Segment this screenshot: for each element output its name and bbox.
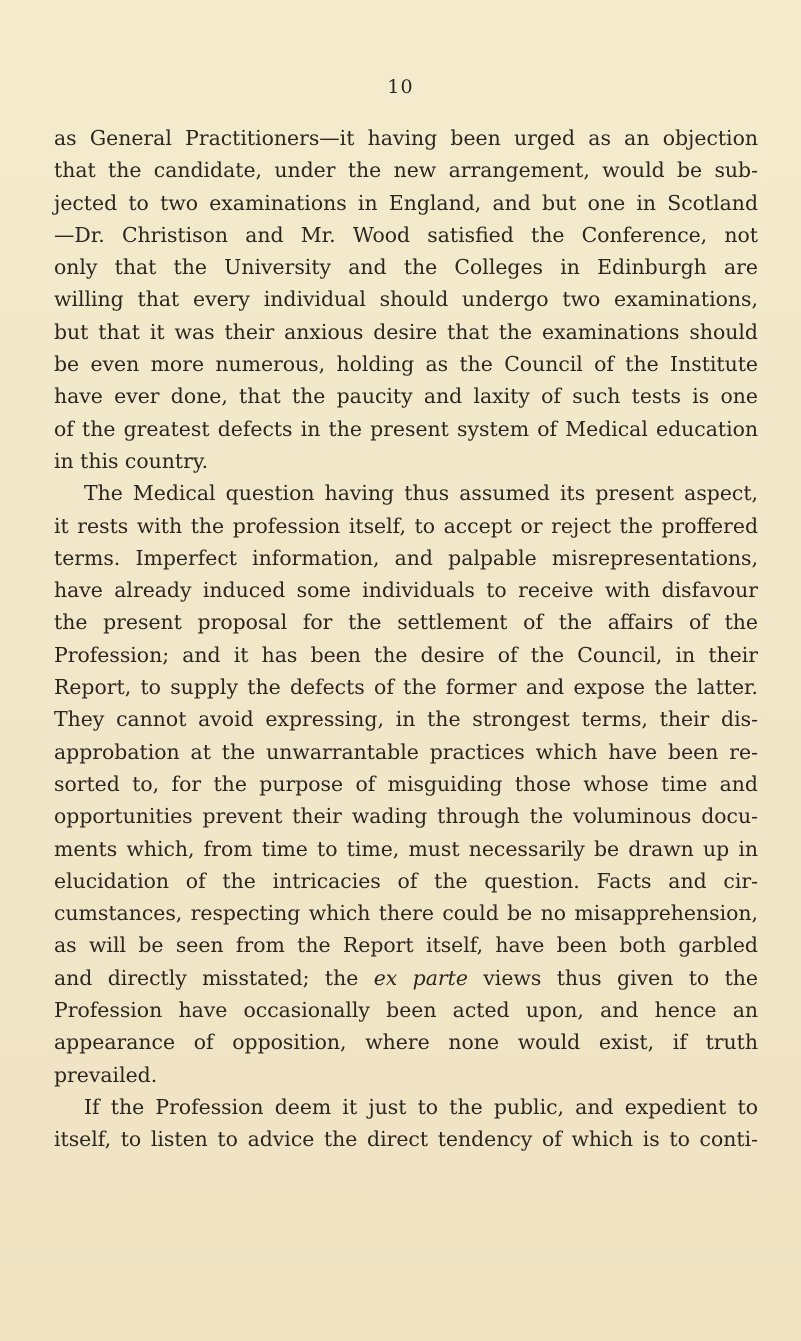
text-line: of the greatest defects in the present system of Medical education [54, 416, 758, 441]
text-line: as will be seen from the Report itself, have been both garbled [54, 933, 758, 958]
text-line: have ever done, that the paucity and laxity of such tests is one [54, 384, 758, 409]
text-line: the present proposal for the settlement of the affairs of the [54, 610, 758, 635]
text-line: Report, to supply the defects of the former and expose the latter. [54, 675, 758, 700]
text-line: Profession; and it has been the desire of the Council, in their [54, 642, 758, 667]
text-line: prevailed. [54, 1062, 158, 1087]
text-line: it rests with the profession itself, to accept or reject the proffered [54, 513, 758, 538]
text-line: in this country. [54, 448, 209, 473]
text-line: —Dr. Christison and Mr. Wood satisfied the Conference, not [54, 222, 758, 247]
text-line: be even more numerous, holding as the Council of the Institute [54, 352, 758, 377]
text-line: only that the University and the Colleges in Edinburgh are [54, 255, 758, 280]
text-line: and directly misstated; the ex parte views thus given to the [54, 965, 758, 990]
paragraph [54, 1091, 758, 1156]
text-line: The Medical question having thus assumed its present aspect, [84, 481, 758, 506]
text-line: Profession have occasionally been acted upon, and hence an [54, 998, 758, 1023]
paragraph [54, 122, 758, 477]
text-line: They cannot avoid expressing, in the strongest terms, their dis- [54, 707, 758, 732]
text-line: willing that every individual should undergo two examinations, [54, 287, 758, 312]
text-line: cumstances, respecting which there could be no misapprehension, [54, 901, 758, 926]
text-line: approbation at the unwarrantable practices which have been re- [54, 739, 758, 764]
text-line: but that it was their anxious desire that the examinations should [54, 319, 758, 344]
text-line: that the candidate, under the new arrangement, would be sub- [54, 158, 758, 183]
text-line: itself, to listen to advice the direct tendency of which is to conti- [54, 1127, 758, 1152]
text-line: have already induced some individuals to receive with disfavour [54, 578, 758, 603]
text-line: appearance of opposition, where none would exist, if truth [54, 1030, 758, 1055]
page-number: 10 [387, 76, 414, 98]
text-line: jected to two examinations in England, and but one in Scotland [54, 190, 758, 215]
text-line: elucidation of the intricacies of the question. Facts and cir- [54, 868, 758, 893]
body-text [54, 122, 758, 1156]
paragraph [54, 477, 758, 1091]
text-line: sorted to, for the purpose of misguiding those whose time and [54, 771, 758, 796]
text-line: as General Practitioners—it having been urged as an objection [54, 126, 758, 150]
text-line: If the Profession deem it just to the public, and expedient to [84, 1094, 758, 1119]
text-line: opportunities prevent their wading through the voluminous docu- [54, 804, 758, 829]
text-line: terms. Imperfect information, and palpable misrepresentations, [54, 545, 758, 570]
text-line: ments which, from time to time, must necessarily be drawn up in [54, 836, 758, 861]
